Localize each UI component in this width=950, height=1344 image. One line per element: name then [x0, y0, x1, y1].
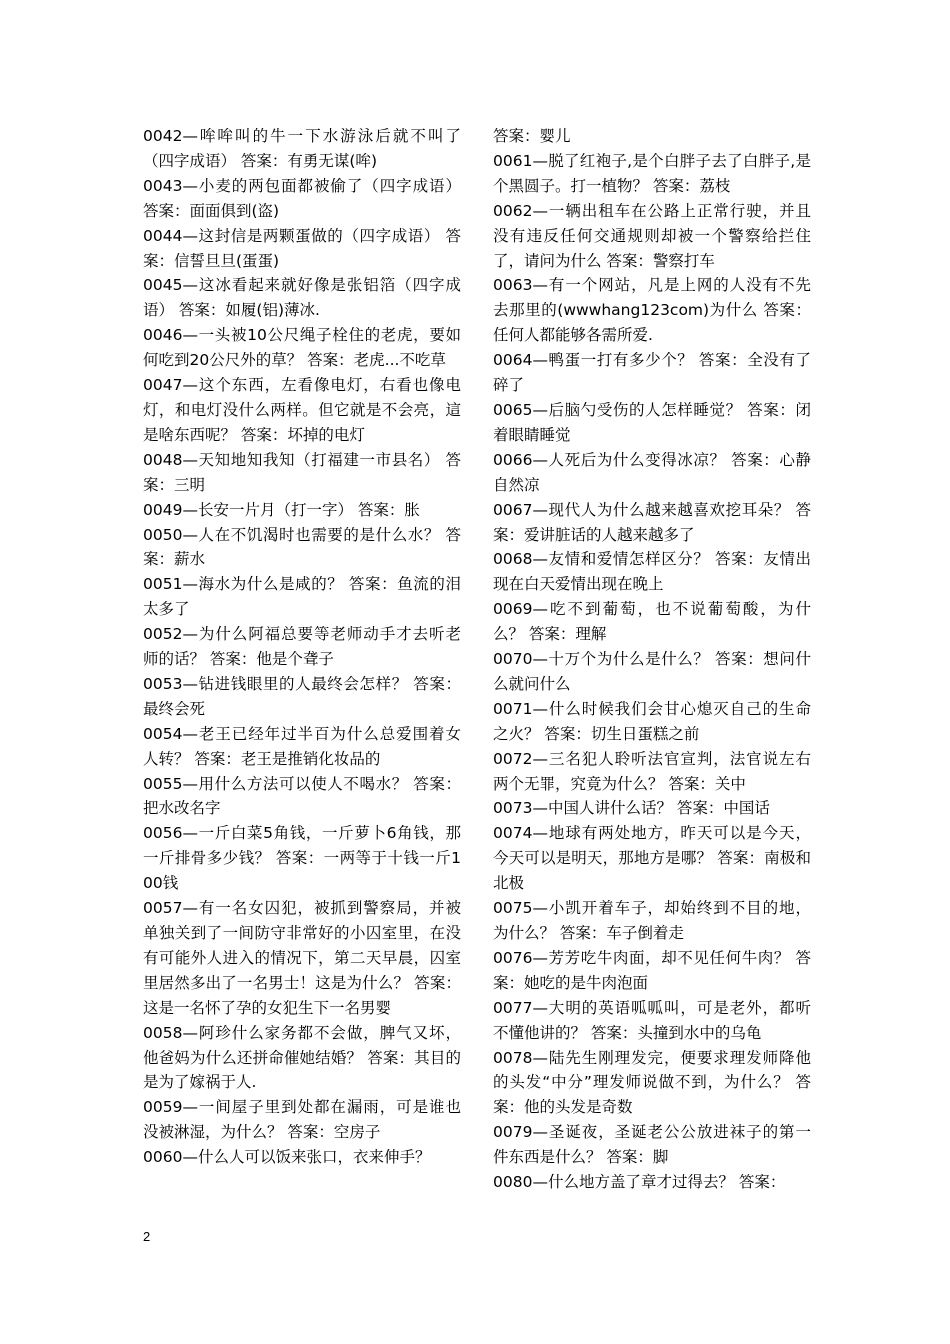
riddle-entry: 0056—一斤白菜5角钱，一斤萝卜6角钱，那一斤排骨多少钱？ 答案：一两等于十钱一斤100钱 — [143, 824, 461, 893]
riddle-entry: 0069—吃不到葡萄，也不说葡萄酸，为什么？ 答案：理解 — [493, 600, 811, 644]
riddle-entry: 0071—什么时候我们会甘心熄灭自己的生命之火？ 答案：切生日蛋糕之前 — [493, 699, 811, 743]
left-column — [143, 124, 461, 1170]
riddle-entry: 0062—一辆出租车在公路上正常行驶，并且没有违反任何交通规则却被一个警察给拦住了，请问为什么 答案：警察打车 — [493, 201, 811, 270]
riddle-entry: 0055—用什么方法可以使人不喝水？ 答案：把水改名字 — [143, 774, 461, 818]
riddle-entry: 0059—一间屋子里到处都在漏雨，可是谁也没被淋湿，为什么？ 答案：空房子 — [143, 1098, 461, 1142]
riddle-entry: 0042—哞哞叫的牛一下水游泳后就不叫了（四字成语） 答案：有勇无谋(哞) — [143, 127, 461, 170]
riddle-entry: 0048—天知地知我知（打福建一市县名） 答案：三明 — [143, 450, 461, 494]
riddle-entry: 0075—小凯开着车子，却始终到不目的地，为什么？ 答案：车子倒着走 — [493, 899, 811, 942]
riddle-entry: 0063—有一个网站，凡是上网的人没有不先去那里的(wwwhang123com)为什么 答案：任何人都能够各需所爱. — [493, 276, 811, 345]
riddle-entry: 0066—人死后为什么变得冰凉？ 答案：心静自然凉 — [493, 450, 811, 494]
riddle-entry: 0060—什么人可以饭来张口，衣来伸手？ — [143, 1148, 431, 1167]
riddle-entry: 0078—陆先生刚理发完，便要求理发师降他的头发“中分”理发师说做不到，为什么？ 答案：他的头发是奇数 — [493, 1048, 811, 1117]
riddle-entry: 0076—芳芳吃牛肉面，却不见任何牛肉？ 答案：她吃的是牛肉泡面 — [493, 948, 811, 992]
riddle-entry: 0047—这个东西，左看像电灯，右看也像电灯，和电灯没什么两样。但它就是不会亮，這是啥东西呢？ 答案：坏掉的电灯 — [143, 376, 461, 444]
riddle-entry: 0065—后脑勺受伤的人怎样睡觉？ 答案：闭着眼睛睡觉 — [493, 400, 811, 444]
riddle-entry: 0068—友情和爱情怎样区分？ 答案：友情出现在白天爱情出现在晚上 — [493, 550, 811, 594]
riddle-entry: 0073—中国人讲什么话？ 答案：中国话 — [493, 799, 770, 818]
riddle-entry: 答案：婴儿 — [493, 127, 571, 145]
riddle-entry: 0050—人在不饥渴时也需要的是什么水？ 答案：薪水 — [143, 525, 461, 569]
riddle-entry: 0054—老王已经年过半百为什么总爱围着女人转？ 答案：老王是推销化妆品的 — [143, 724, 461, 768]
riddle-entry: 0079—圣诞夜，圣诞老公公放进袜子的第一件东西是什么？ 答案：脚 — [493, 1123, 811, 1167]
riddle-entry: 0046—一头被10公尺绳子栓住的老虎，要如何吃到20公尺外的草？ 答案：老虎...不吃草 — [143, 326, 461, 370]
riddle-entry: 0074—地球有两处地方，昨天可以是今天，今天可以是明天，那地方是哪？ 答案：南极和北极 — [493, 824, 811, 893]
riddle-entry: 0052—为什么阿福总要等老师动手才去听老师的话？ 答案：他是个聋子 — [143, 625, 461, 669]
riddle-entry: 0070—十万个为什么是什么？ 答案：想问什么就问什么 — [493, 650, 811, 693]
riddle-entry: 0053—钻进钱眼里的人最终会怎样？ 答案：最终会死 — [143, 674, 461, 718]
riddle-entry: 0077—大明的英语呱呱叫，可是老外，都听不懂他讲的？ 答案：头撞到水中的乌龟 — [493, 998, 811, 1042]
riddle-entry: 0064—鸭蛋一打有多少个？ 答案：全没有了碎了 — [493, 351, 811, 395]
riddle-entry: 0061—脱了红袍子,是个白胖子去了白胖子,是个黑圆子。打一植物？ 答案：荔枝 — [493, 151, 811, 195]
page-number: 2 — [143, 1229, 151, 1244]
riddle-entry: 0044—这封信是两颗蛋做的（四字成语） 答案：信誓旦旦(蛋蛋) — [143, 226, 461, 270]
riddle-entry: 0058—阿珍什么家务都不会做，脾气又坏，他爸妈为什么还拼命催她结婚？ 答案：其目的是为了嫁祸于人. — [143, 1023, 461, 1092]
riddle-entry: 0043—小麦的两包面都被偷了（四字成语） 答案：面面俱到(盗) — [143, 176, 461, 220]
riddle-entry: 0067—现代人为什么越来越喜欢挖耳朵？ 答案：爱讲脏话的人越来越多了 — [493, 500, 811, 544]
riddle-entry: 0057—有一名女囚犯，被抓到警察局，并被单独关到了一间防守非常好的小囚室里，在没有可能外人进入的情况下，第二天早晨，囚室里居然多出了一名男士！这是为什么？ 答案：这是一名怀了孕的女犯生下一名男婴 — [143, 899, 461, 1017]
riddle-entry: 0080—什么地方盖了章才过得去？ 答案： — [493, 1173, 786, 1192]
riddle-entry: 0072—三名犯人聆听法官宣判，法官说左右两个无罪，究竟为什么？ 答案：关中 — [493, 749, 811, 793]
right-column — [493, 124, 811, 1195]
riddle-entry: 0045—这冰看起来就好像是张铝箔（四字成语） 答案：如履(铝)薄冰. — [143, 276, 461, 320]
riddle-entry: 0049—长安一片月（打一字） 答案：胀 — [143, 500, 420, 519]
riddle-entry: 0051—海水为什么是咸的？ 答案：鱼流的泪太多了 — [143, 575, 461, 619]
